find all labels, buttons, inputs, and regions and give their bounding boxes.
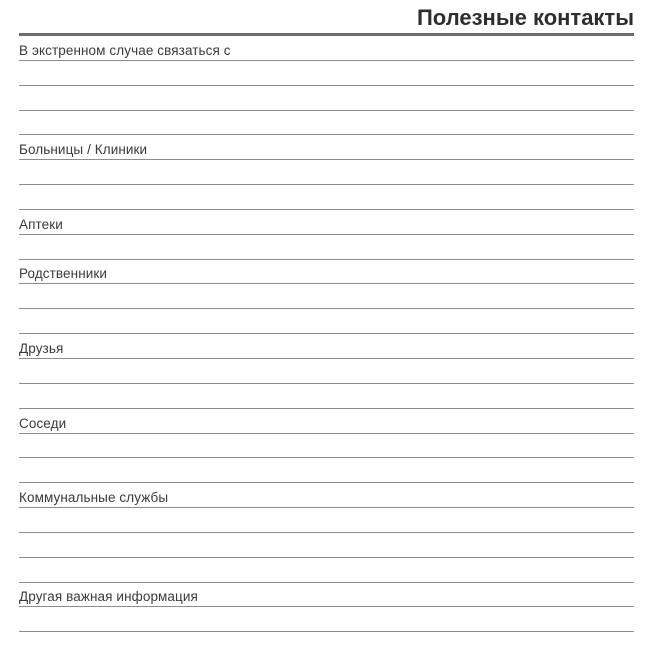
section-label: Другая важная информация bbox=[19, 589, 198, 605]
writing-line bbox=[19, 284, 634, 309]
section-row-labeled bbox=[19, 334, 634, 359]
section-label: Родственники bbox=[19, 266, 108, 282]
writing-line bbox=[19, 111, 634, 136]
writing-line bbox=[19, 434, 634, 459]
section-label: В экстренном случае связаться с bbox=[19, 42, 231, 58]
writing-line bbox=[19, 508, 634, 533]
section-label: Коммунальные службы bbox=[19, 490, 169, 506]
writing-line bbox=[19, 384, 634, 409]
section-row-labeled bbox=[19, 483, 634, 508]
form-rows bbox=[19, 36, 634, 632]
page-title: Полезные контакты bbox=[416, 5, 634, 30]
section-row-labeled bbox=[19, 210, 634, 235]
section-row-labeled bbox=[19, 36, 634, 61]
writing-line bbox=[19, 185, 634, 210]
section-row-labeled bbox=[19, 583, 634, 608]
writing-line bbox=[19, 458, 634, 483]
writing-line bbox=[19, 235, 634, 260]
section-row-labeled bbox=[19, 260, 634, 285]
writing-line bbox=[19, 86, 634, 111]
writing-line bbox=[19, 607, 634, 632]
writing-line bbox=[19, 309, 634, 334]
writing-line bbox=[19, 160, 634, 185]
section-label: Аптеки bbox=[19, 216, 63, 232]
writing-line bbox=[19, 359, 634, 384]
section-label: Друзья bbox=[19, 340, 64, 356]
section-label: Больницы / Клиники bbox=[19, 142, 148, 158]
section-label: Соседи bbox=[19, 415, 67, 431]
section-row-labeled bbox=[19, 409, 634, 434]
section-row-labeled bbox=[19, 135, 634, 160]
writing-line bbox=[19, 558, 634, 583]
writing-line bbox=[19, 533, 634, 558]
writing-line bbox=[19, 61, 634, 86]
